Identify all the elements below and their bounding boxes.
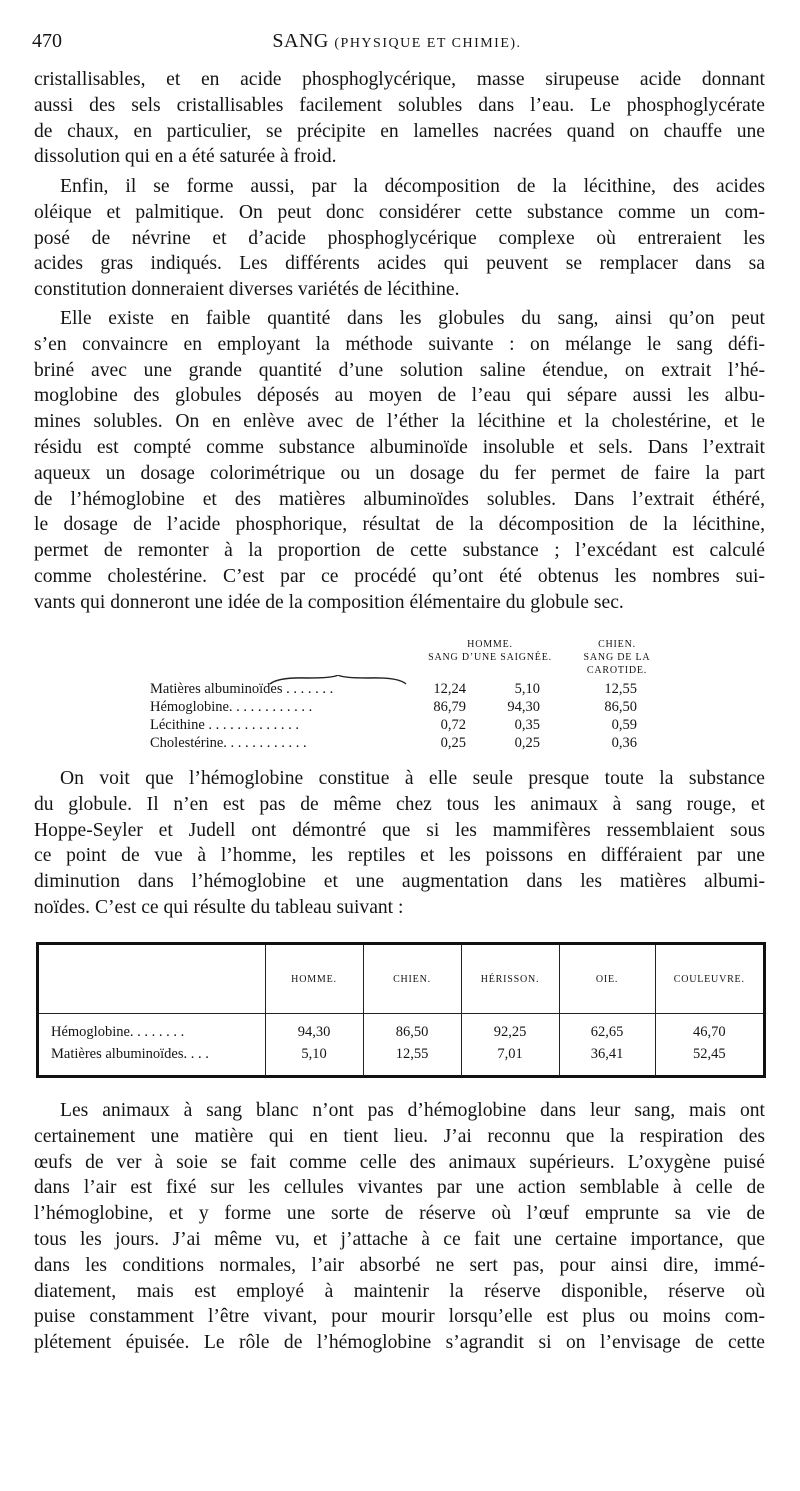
column-header-chien (577, 638, 657, 677)
column-header: HÉRISSON. (461, 945, 559, 1014)
paragraph-4 (34, 766, 765, 921)
cell-value: 7,01 (461, 1043, 559, 1076)
text-line: moglobine des globules déposés au moyen de l’eau qui sépare aussi les albu- (34, 385, 765, 407)
cell-value: 12,24 (433, 681, 466, 697)
text-line: de l’hémoglobine et des matières albuminoïdes solubles. Dans l’extrait éthéré, (34, 488, 765, 510)
cell-value: 5,10 (265, 1043, 363, 1076)
text-line: aqueux un dosage colorimétrique ou un dosage du fer permet de faire la part (34, 462, 765, 484)
text-line: dans les conditions normales, l’air absorbé ne sert pas, pour ainsi dire, immé- (34, 1254, 765, 1276)
column-header: OIE. (559, 945, 655, 1014)
paragraph-1 (34, 67, 765, 170)
text-line: aussi des sels cristallisables facilement solubles dans l’eau. Le phosphoglycérate (34, 94, 765, 116)
text-line: ce point de vue à l’homme, les reptiles et les poissons en différaient par une (34, 845, 765, 867)
cell-value: 0,25 (514, 735, 540, 751)
text-line: vants qui donneront une idée de la composition élémentaire du globule sec. (34, 591, 624, 613)
header-line: CAROTIDE. (586, 665, 648, 676)
text-line: le dosage de l’acide phosphorique, résultat de la décomposition de la lécithine, (34, 514, 765, 536)
table-row (39, 1014, 763, 1044)
text-line: Enfin, il se forme aussi, par la décomposition de la lécithine, des acides (60, 176, 765, 197)
cell-value: 12,55 (604, 681, 637, 697)
cell-value: 86,50 (363, 1014, 461, 1044)
paragraph-5 (34, 1098, 765, 1356)
text-line: tous les jours. J’ai même vu, et j’attache à ce fait une certaine importance, que (34, 1228, 765, 1250)
text-line: dans l’air est fixé sur les cellules vivantes par une action semblable à celle de (34, 1177, 765, 1199)
row-label: Cholestérine. . . . . . . . . . . . (150, 735, 307, 751)
text-line: puise constamment l’être vivant, pour mourir lorsqu’elle est plus ou moins com- (34, 1306, 765, 1328)
cell-value: 46,70 (655, 1014, 763, 1044)
cell-value: 12,55 (363, 1043, 461, 1076)
header-line: HOMME. (467, 639, 513, 650)
cell-value: 0,36 (611, 735, 637, 751)
row-label: Hémoglobine. . . . . . . . (51, 1023, 185, 1040)
cell-value: 86,50 (604, 699, 637, 715)
table-header-row (39, 945, 763, 1014)
text-line: posé de névrine et d’acide phosphoglycérique complexe où entreraient les (34, 227, 765, 249)
row-label: Matières albuminoïdes. . . . (51, 1045, 209, 1062)
text-line: l’hémoglobine, et y forme une sorte de réserve où l’œuf emprunte sa vie de (34, 1203, 765, 1225)
running-title (30, 30, 764, 53)
running-header (30, 30, 764, 58)
cell-value: 0,72 (440, 717, 466, 733)
text-line: plétement épuisée. Le rôle de l’hémoglobine s’agrandit si on l’envisage de cette (34, 1332, 765, 1354)
row-label: Lécithine . . . . . . . . . . . . . (150, 717, 300, 733)
row-label: Matières albuminoïdes . . . . . . . (150, 681, 334, 697)
text-line: comme cholestérine. C’est par ce procédé qu’ont été obtenus les nombres sui- (34, 565, 765, 587)
text-line: diatement, mais est employé à maintenir la réserve disponible, réserve où (34, 1280, 765, 1302)
table-row (150, 716, 670, 734)
header-line: CHIEN. (598, 639, 636, 650)
cell-value: 36,41 (559, 1043, 655, 1076)
brace-icon (268, 675, 408, 685)
text-line: Elle existe en faible quantité dans les globules du sang, ainsi qu’on peut (60, 308, 765, 329)
species-table (36, 942, 766, 1078)
text-line: cristallisables, et en acide phosphoglycérique, masse sirupeuse acide donnant (34, 69, 765, 90)
text-line: Hoppe-Seyler et Judell ont démontré que si les mammifères ressemblaient sous (34, 819, 765, 841)
page-number: 470 (32, 30, 62, 52)
cell-value: 52,45 (655, 1043, 763, 1076)
text-line: noïdes. C’est ce qui résulte du tableau suivant : (34, 896, 404, 918)
text-line: diminution dans l’hémoglobine et une augmentation dans les matières albumi- (34, 871, 765, 893)
text-line: mines solubles. On en enlève avec de l’éther la lécithine et la cholestérine, et le (34, 411, 765, 433)
header-line: SANG D’UNE SAIGNÉE. (428, 652, 552, 663)
text-line: Les animaux à sang blanc n’ont pas d’hémoglobine dans leur sang, mais ont (60, 1100, 765, 1121)
cell-value: 0,59 (611, 717, 637, 733)
paragraph-2 (34, 174, 765, 303)
cell-value: 5,10 (514, 681, 540, 697)
text-line: dissolution qui en a été saturée à froid. (34, 146, 337, 168)
running-title-main: SANG (272, 30, 329, 52)
header-line: SANG DE LA (583, 652, 651, 663)
text-line: constitution donneraient diverses variétés de lécithine. (34, 279, 460, 301)
text-line: acides gras indiqués. Les différents acides qui peuvent se remplacer dans sa (34, 253, 765, 275)
text-line: résidu est compté comme substance albuminoïde insoluble et sels. Dans l’extrait (34, 436, 765, 458)
running-title-sub: (PHYSIQUE ET CHIMIE). (334, 36, 522, 51)
cell-value: 94,30 (507, 699, 540, 715)
text-line: s’en convaincre en employant la méthode suivante : on mélange le sang défi- (34, 333, 765, 355)
text-line: de chaux, en particulier, se précipite en lamelles nacrées quand on chauffe une (34, 120, 765, 142)
text-line: briné avec une grande quantité d’une solution saline étendue, on extrait l’hé- (34, 359, 765, 381)
text-line: permet de remonter à la proportion de cette substance ; l’excédant est calculé (34, 540, 765, 562)
paragraph-3 (34, 306, 765, 616)
table-row (150, 734, 670, 752)
table-row (39, 1043, 763, 1076)
table-row (150, 698, 670, 716)
cell-value: 94,30 (265, 1014, 363, 1044)
column-header: HOMME. (265, 945, 363, 1014)
row-label: Hémoglobine. . . . . . . . . . . . (150, 699, 313, 715)
text-line: du globule. Il n’en est pas de même chez tous les animaux à sang rouge, et (34, 793, 765, 815)
column-header-homme (415, 638, 565, 664)
cell-value: 0,25 (440, 735, 466, 751)
text-line: certainement une matière qui en tient lieu. J’ai reconnu que la respiration des (34, 1125, 765, 1147)
cell-value: 0,35 (514, 717, 540, 733)
table-row (150, 680, 670, 698)
text-line: oléique et palmitique. On peut donc considérer cette substance comme un com- (34, 201, 765, 223)
empty-header-cell (39, 945, 265, 1014)
column-header: CHIEN. (363, 945, 461, 1014)
cell-value: 86,79 (433, 699, 466, 715)
cell-value: 92,25 (461, 1014, 559, 1044)
text-line: œufs de ver à soie se fait comme celle des animaux supérieurs. L’oxygène puisé (34, 1151, 765, 1173)
text-line: On voit que l’hémoglobine constitue à elle seule presque toute la substance (60, 768, 765, 789)
cell-value: 62,65 (559, 1014, 655, 1044)
column-header: COULEUVRE. (655, 945, 763, 1014)
